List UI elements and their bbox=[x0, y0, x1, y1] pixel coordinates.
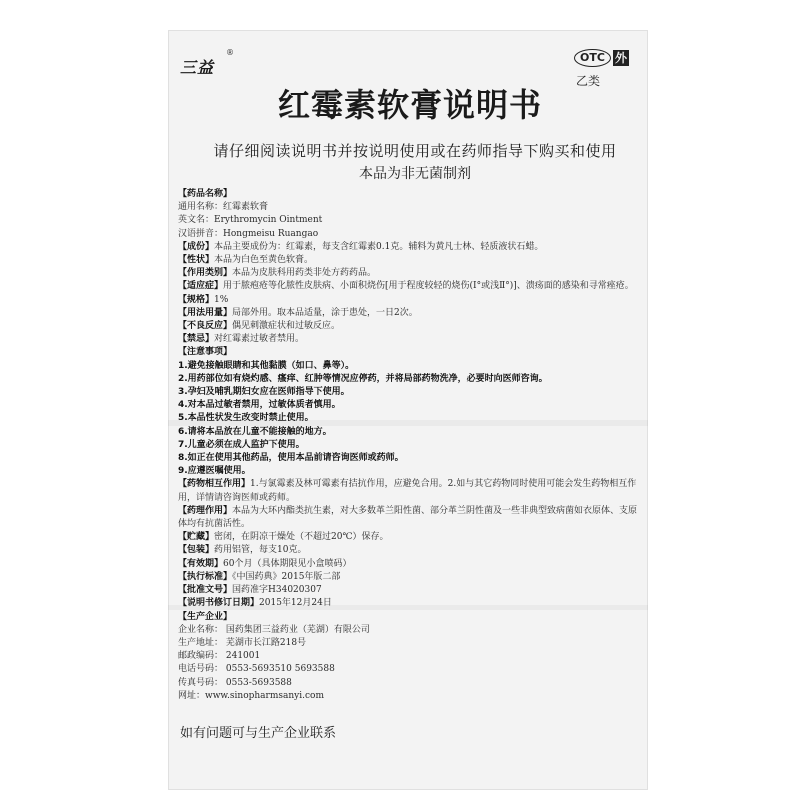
document-title: 红霉素软膏说明书 bbox=[277, 86, 542, 124]
section-validity bbox=[178, 558, 646, 571]
manufacturer-fax: 传真号码： 0553-5693588 bbox=[178, 677, 292, 688]
otc-mark: OTC bbox=[574, 49, 611, 67]
section-spec bbox=[178, 294, 646, 307]
section-contraindications bbox=[178, 333, 646, 346]
section-category bbox=[178, 267, 646, 280]
otc-badge bbox=[574, 48, 629, 68]
section-revision bbox=[178, 597, 646, 610]
section-header-approval: 【批准文号】 bbox=[178, 585, 233, 596]
category-text: 本品为皮肤科用药类非处方药药品。 bbox=[232, 268, 377, 279]
section-header-package: 【包装】 bbox=[178, 545, 215, 556]
english-name: 英文名：Erythromycin Ointment bbox=[178, 215, 323, 226]
section-header-spec: 【规格】 bbox=[178, 294, 215, 305]
section-header-validity: 【有效期】 bbox=[178, 558, 224, 569]
contraindications-text: 对红霉素过敏者禁用。 bbox=[214, 334, 305, 345]
section-package bbox=[178, 544, 646, 557]
approval-text: 国药准字H34020307 bbox=[232, 585, 322, 596]
brand-logo: 三益 bbox=[180, 58, 215, 77]
precaution-item: 5.本品性状发生改变时禁止使用。 bbox=[178, 413, 314, 424]
non-sterile-notice: 本品为非无菌制剂 bbox=[359, 166, 471, 182]
interaction-text: 1.与氯霉素及林可霉素有拮抗作用，应避免合用。2.如与其它药物同时使用可能会发生药物相互作用，详情请咨询医师或药师。 bbox=[178, 479, 637, 503]
standard-text: 《中国药典》2015年版二部 bbox=[232, 571, 341, 582]
precaution-item: 3.孕妇及哺乳期妇女应在医师指导下使用。 bbox=[178, 387, 350, 398]
precaution-item: 1.避免接触眼睛和其他黏膜（如口、鼻等）。 bbox=[178, 360, 355, 371]
section-header-interaction: 【药物相互作用】 bbox=[178, 479, 251, 490]
contact-footer: 如有问题可与生产企业联系 bbox=[180, 726, 337, 741]
section-usage bbox=[178, 307, 646, 320]
precaution-item: 2.用药部位如有烧灼感、瘙痒、红肿等情况应停药，并将局部药物洗净，必要时向医师咨询。 bbox=[178, 373, 548, 384]
section-character bbox=[178, 254, 646, 267]
section-header-drug-name: 【药品名称】 bbox=[178, 189, 233, 199]
section-header-ingredients: 【成份】 bbox=[178, 241, 215, 252]
section-standard bbox=[178, 571, 646, 584]
precaution-item: 4.对本品过敏者禁用，过敏体质者慎用。 bbox=[178, 400, 341, 411]
section-header-character: 【性状】 bbox=[178, 255, 215, 266]
section-header-category: 【作用类别】 bbox=[178, 268, 233, 279]
section-indications bbox=[178, 280, 646, 293]
section-header-usage: 【用法用量】 bbox=[178, 307, 233, 318]
spec-text: 1% bbox=[214, 294, 229, 305]
package-text: 药用铝管，每支10克。 bbox=[214, 545, 307, 556]
manufacturer-zip: 邮政编码： 241001 bbox=[178, 651, 261, 662]
read-notice: 请仔细阅读说明书并按说明使用或在药师指导下购买和使用 bbox=[213, 142, 617, 160]
manufacturer-address: 生产地址： 芜湖市长江路218号 bbox=[178, 637, 307, 648]
pinyin-name: 汉语拼音：Hongmeisu Ruangao bbox=[178, 228, 319, 239]
precaution-item: 6.请将本品放在儿童不能接触的地方。 bbox=[178, 426, 332, 437]
section-header-adverse: 【不良反应】 bbox=[178, 321, 233, 332]
manufacturer-phone: 电话号码： 0553-5693510 5693588 bbox=[178, 664, 335, 675]
section-header-standard: 【执行标准】 bbox=[178, 571, 233, 582]
manufacturer-website: 网址：www.sinopharmsanyi.com bbox=[178, 690, 324, 701]
otc-class: 乙类 bbox=[576, 74, 601, 88]
precaution-item: 8.如正在使用其他药品，使用本品前请咨询医师或药师。 bbox=[178, 453, 404, 464]
section-header-storage: 【贮藏】 bbox=[178, 532, 215, 543]
indications-text: 用于脓疱疮等化脓性皮肤病、小面积烧伤[用于程度较轻的烧伤(Ⅰ°或浅Ⅱ°)]、溃疡面的感染和寻常痤疮。 bbox=[223, 281, 634, 292]
section-header-pharmacology: 【药理作用】 bbox=[178, 505, 233, 516]
ingredients-text: 本品主要成份为：红霉素，每支含红霉素0.1克。辅料为黄凡士林、轻质液状石蜡。 bbox=[214, 241, 544, 252]
section-header-precautions: 【注意事项】 bbox=[178, 347, 233, 358]
adverse-text: 偶见刺激症状和过敏反应。 bbox=[232, 321, 341, 332]
precaution-item: 9.应遵医嘱使用。 bbox=[178, 466, 251, 477]
pharmacology-text: 本品为大环内酯类抗生素，对大多数革兰阳性菌、部分革兰阴性菌及一些非典型致病菌如衣原体、支原体均有抗菌活性。 bbox=[178, 505, 638, 530]
revision-text: 2015年12月24日 bbox=[259, 598, 332, 609]
section-ingredients bbox=[178, 241, 646, 254]
section-pharmacology bbox=[178, 505, 646, 531]
precaution-item: 7.儿童必须在成人监护下使用。 bbox=[178, 439, 305, 450]
external-use-mark: 外 bbox=[614, 51, 627, 65]
section-header-indications: 【适应症】 bbox=[178, 281, 224, 292]
manufacturer-name: 企业名称： 国药集团三益药业（芜湖）有限公司 bbox=[178, 624, 370, 635]
generic-name: 通用名称：红霉素软膏 bbox=[178, 202, 269, 213]
character-text: 本品为白色至黄色软膏。 bbox=[214, 255, 314, 266]
section-approval bbox=[178, 584, 646, 597]
storage-text: 密闭，在阴凉干燥处（不超过20℃）保存。 bbox=[214, 532, 389, 543]
registered-mark: ® bbox=[226, 48, 234, 57]
section-header-revision: 【说明书修订日期】 bbox=[178, 598, 260, 609]
section-adverse bbox=[178, 320, 646, 333]
section-header-contraindications: 【禁忌】 bbox=[178, 334, 215, 345]
section-header-manufacturer: 【生产企业】 bbox=[178, 611, 233, 622]
section-storage bbox=[178, 531, 646, 544]
leaflet-content bbox=[178, 188, 646, 703]
usage-text: 局部外用。取本品适量，涂于患处，一日2次。 bbox=[232, 307, 418, 318]
validity-text: 60个月（具体期限见小盒喷码） bbox=[223, 558, 352, 569]
section-interaction bbox=[178, 478, 646, 504]
